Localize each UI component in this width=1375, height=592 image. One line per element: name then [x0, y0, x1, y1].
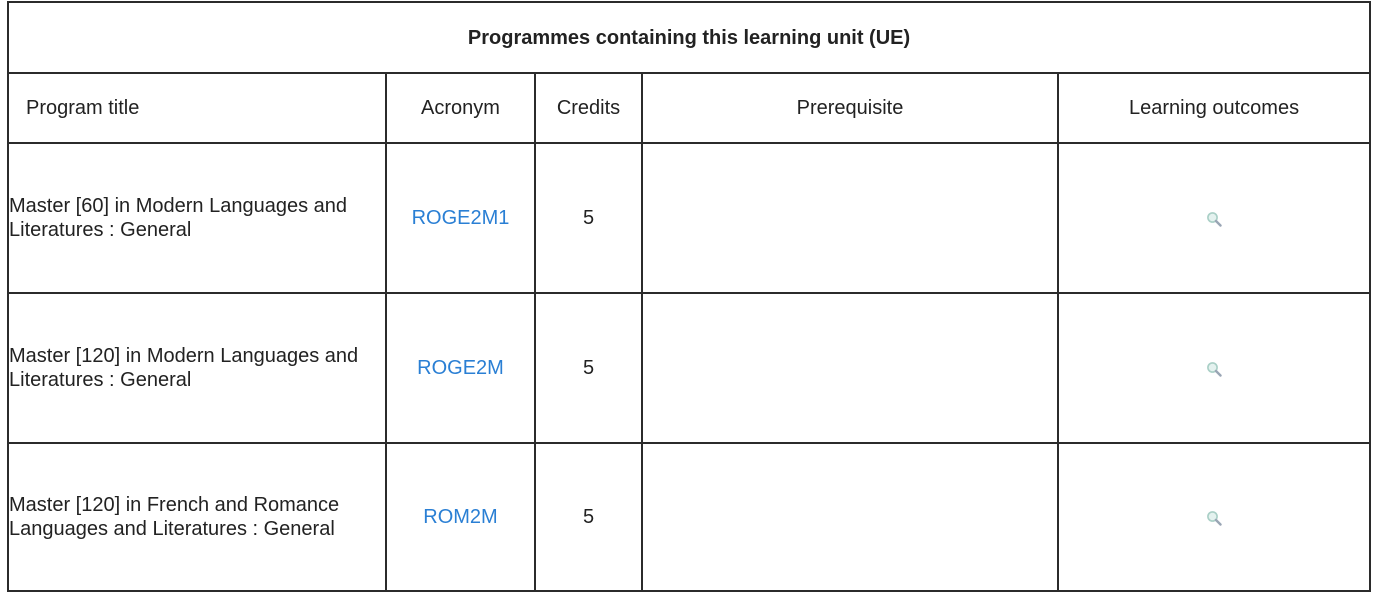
acronym-cell: [386, 143, 535, 293]
table-caption-row: [8, 2, 1370, 73]
credits-cell: 5: [535, 443, 642, 591]
program-title-cell: Master [60] in Modern Languages and Literatures : General: [8, 143, 386, 293]
credits-cell: 5: [535, 293, 642, 443]
prerequisite-cell: [642, 443, 1058, 591]
program-title-cell: Master [120] in French and Romance Languages and Literatures : General: [8, 443, 386, 591]
table-row: [8, 293, 1370, 443]
programmes-table: [7, 1, 1371, 592]
column-header-learning-outcomes: Learning outcomes: [1058, 73, 1370, 143]
column-header-credits: Credits: [535, 73, 642, 143]
learning-outcomes-cell: [1058, 443, 1370, 591]
magnifier-icon[interactable]: [1206, 361, 1222, 377]
prerequisite-cell: [642, 143, 1058, 293]
column-header-acronym: Acronym: [386, 73, 535, 143]
prerequisite-cell: [642, 293, 1058, 443]
acronym-cell: [386, 293, 535, 443]
table-row: [8, 143, 1370, 293]
learning-outcomes-cell: [1058, 293, 1370, 443]
table-row: [8, 443, 1370, 591]
credits-cell: 5: [535, 143, 642, 293]
table-header-row: [8, 73, 1370, 143]
magnifier-icon[interactable]: [1206, 510, 1222, 526]
acronym-cell: [386, 443, 535, 591]
acronym-link[interactable]: ROGE2M: [417, 357, 504, 379]
column-header-program-title: Program title: [8, 73, 386, 143]
column-header-prerequisite: Prerequisite: [642, 73, 1058, 143]
acronym-link[interactable]: ROGE2M1: [411, 207, 510, 229]
magnifier-icon[interactable]: [1206, 211, 1222, 227]
acronym-link[interactable]: ROM2M: [423, 506, 498, 528]
table-caption: Programmes containing this learning unit (UE): [8, 2, 1370, 73]
program-title-cell: Master [120] in Modern Languages and Literatures : General: [8, 293, 386, 443]
learning-outcomes-cell: [1058, 143, 1370, 293]
